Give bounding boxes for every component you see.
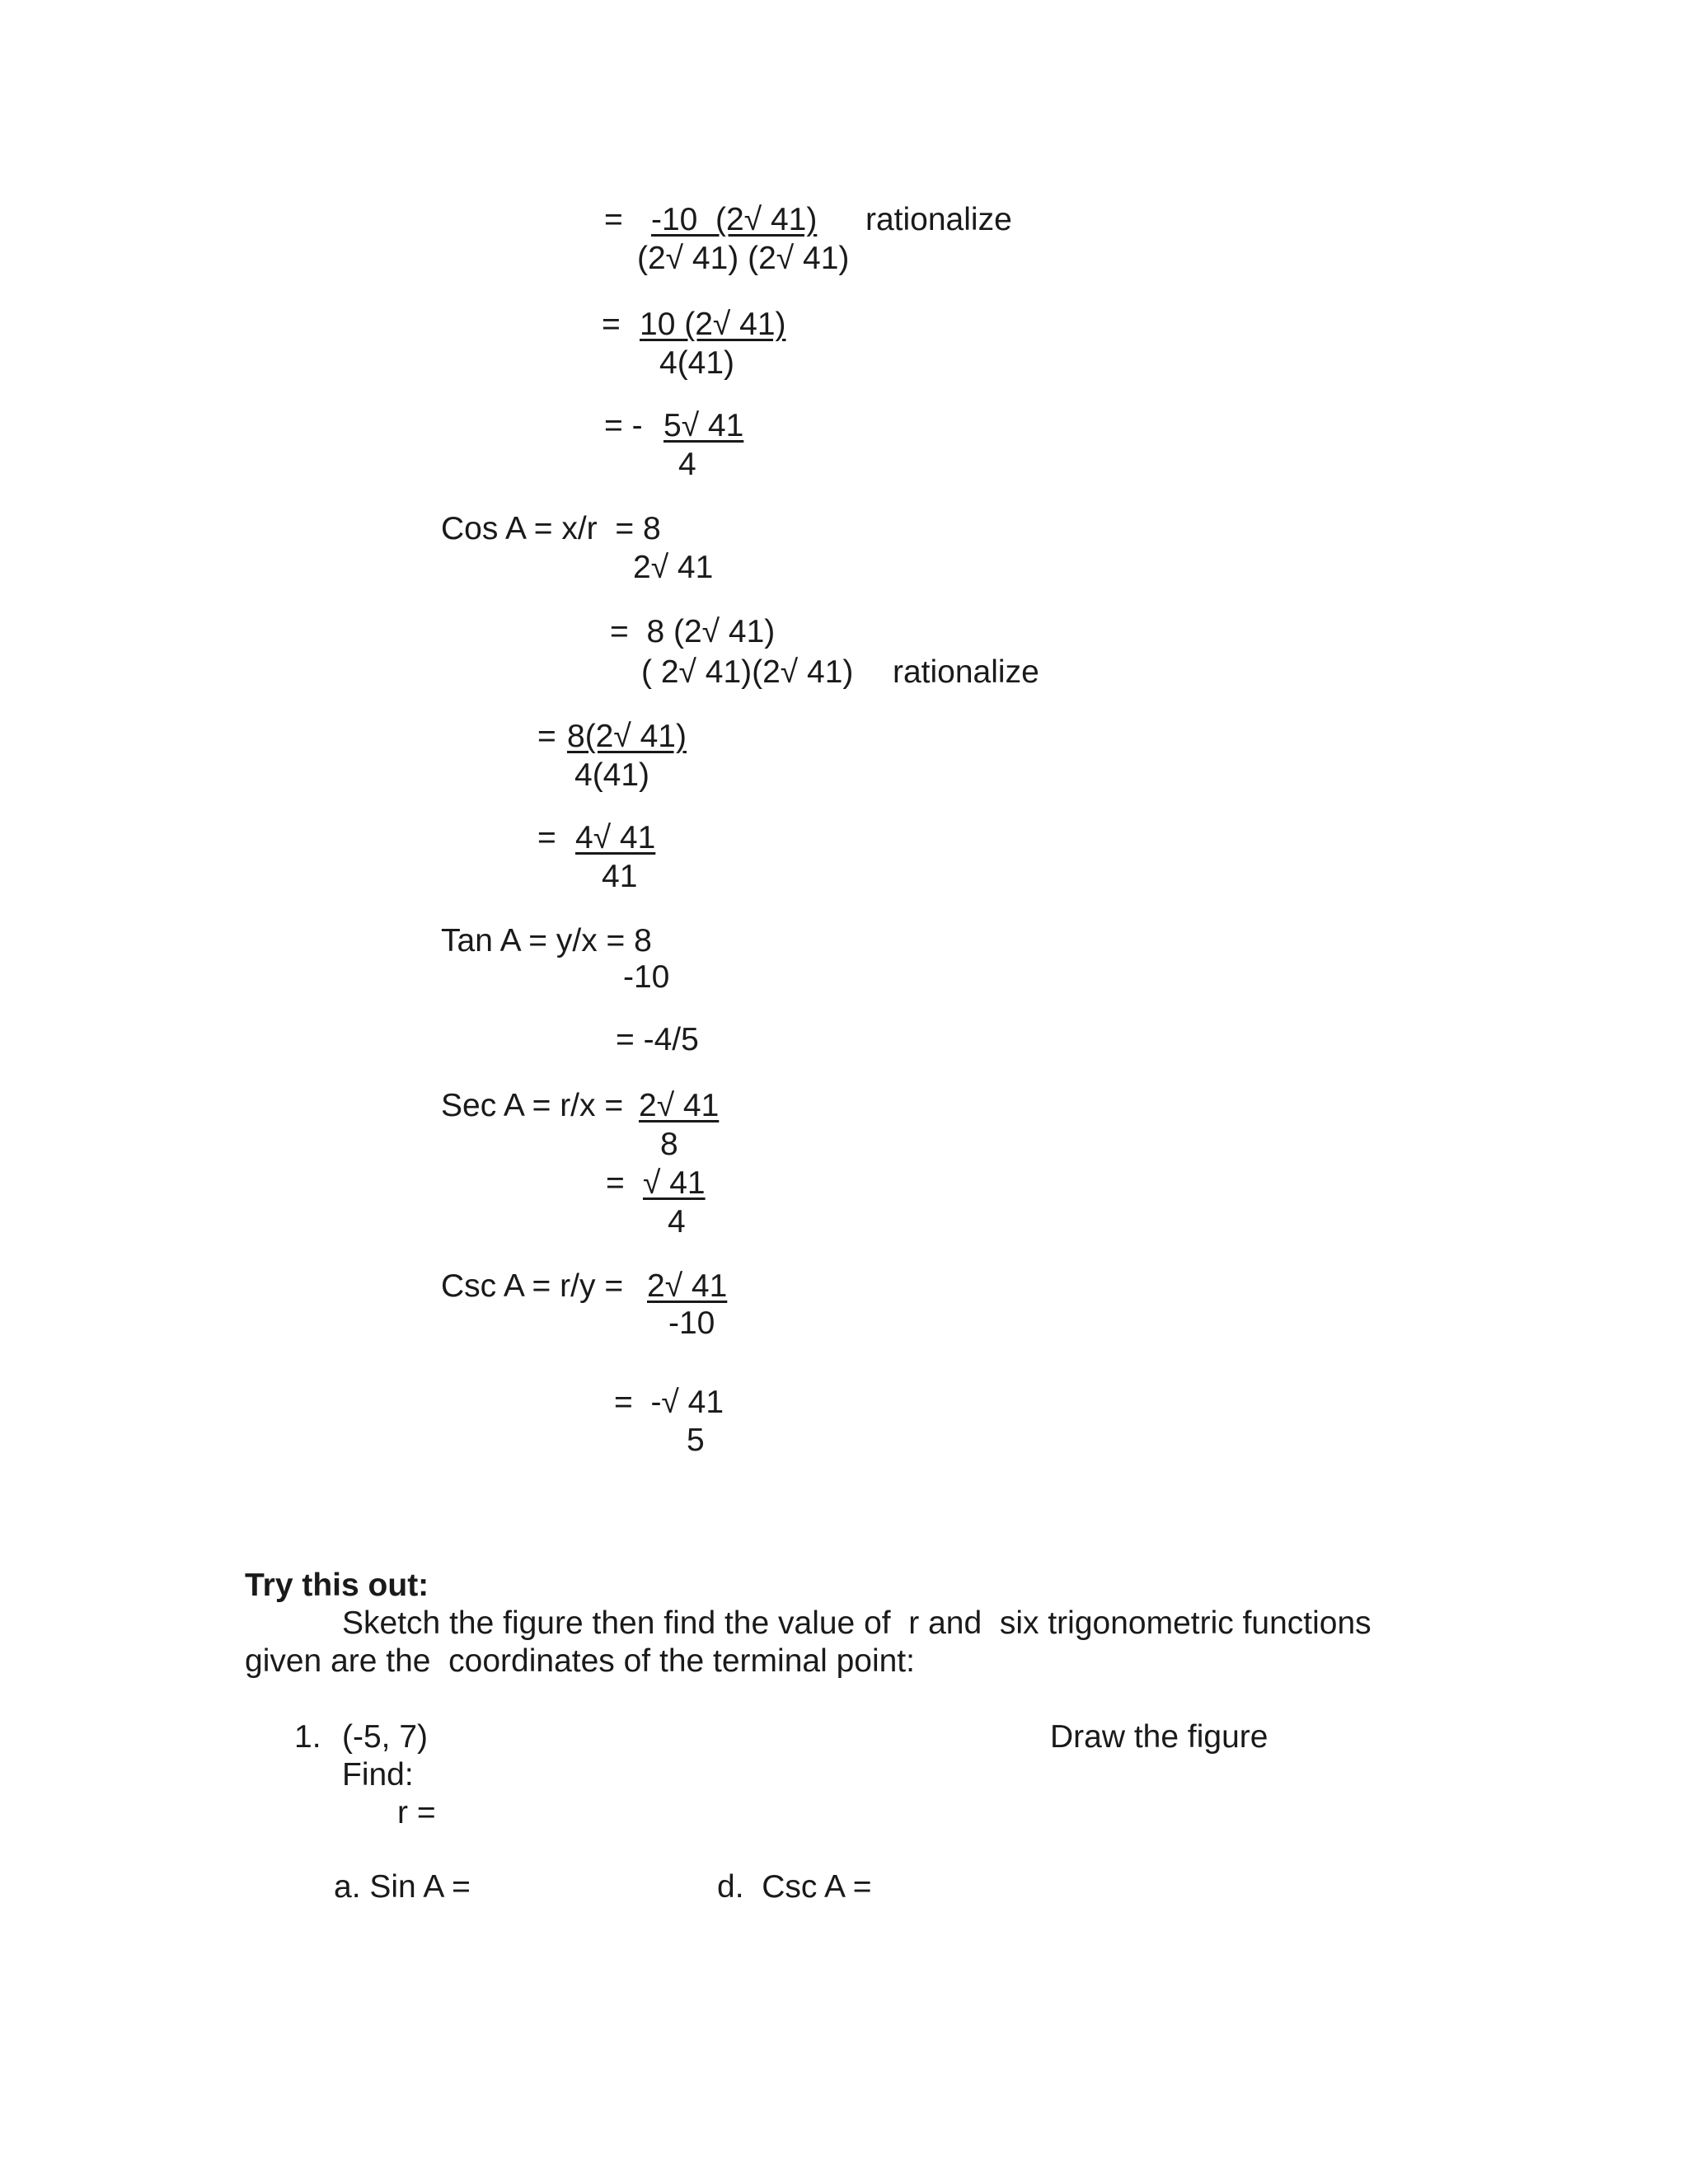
exercise-instructions-line1: Sketch the figure then find the value of r and six trigonometric functions (342, 1605, 1372, 1641)
exercise-item-number: 1. (294, 1719, 321, 1755)
cos-step2-denominator: ( 2√ 41)(2√ 41) (641, 654, 854, 690)
exercise-r-label: r = (397, 1795, 436, 1830)
tan-denominator: -10 (623, 959, 670, 995)
tan-step2: = -4/5 (616, 1022, 699, 1057)
csc-numerator: 2√ 41 (647, 1268, 728, 1304)
exercise-instructions-line2: given are the coordinates of the terminal point: (245, 1643, 915, 1679)
cos-step2-numerator: = 8 (2√ 41) (610, 614, 776, 649)
cos-step3-eq: = (537, 719, 556, 754)
exercise-sin-label: a. Sin A = (334, 1869, 471, 1905)
cos-denominator: 2√ 41 (633, 550, 714, 585)
cos-step3-numerator: 8(2√ 41) (567, 719, 687, 754)
exercise-heading: Try this out: (245, 1568, 429, 1603)
cos-label: Cos A = x/r = 8 (441, 511, 661, 546)
sin-step2-numerator: -10 (2√ 41) (651, 202, 818, 237)
cos-step3-denominator: 4(41) (574, 757, 650, 793)
cos-step4-eq: = (537, 820, 556, 855)
csc-denominator: -10 (668, 1305, 715, 1341)
csc-label: Csc A = r/y = (441, 1268, 624, 1304)
csc-step2-denominator: 5 (687, 1422, 705, 1458)
sin-step4-numerator: 5√ 41 (663, 408, 744, 443)
sin-step3-denominator: 4(41) (659, 345, 735, 381)
cos-step4-denominator: 41 (602, 859, 638, 894)
sin-step3-eq: = (602, 307, 621, 342)
sec-step2-numerator: √ 41 (643, 1165, 706, 1201)
sin-step4-denominator: 4 (678, 447, 696, 482)
exercise-point: (-5, 7) (342, 1719, 429, 1755)
sec-step2-denominator: 4 (668, 1204, 686, 1240)
sin-step2-denominator: (2√ 41) (2√ 41) (637, 241, 850, 276)
sec-step2-eq: = (606, 1165, 625, 1201)
tan-label: Tan A = y/x = 8 (441, 923, 652, 958)
sin-step2-note: rationalize (865, 202, 1012, 237)
sec-numerator: 2√ 41 (639, 1088, 720, 1123)
exercise-find-label: Find: (342, 1757, 414, 1793)
exercise-draw-label: Draw the figure (1050, 1719, 1268, 1755)
cos-step2-note: rationalize (893, 654, 1039, 690)
sec-label: Sec A = r/x = (441, 1088, 624, 1123)
sin-step4-eq: = - (604, 408, 643, 443)
exercise-csc-label: d. Csc A = (717, 1869, 872, 1905)
cos-step4-numerator: 4√ 41 (575, 820, 656, 855)
sin-step2-eq: = (604, 202, 623, 237)
sin-step3-numerator: 10 (2√ 41) (640, 307, 786, 342)
sec-denominator: 8 (660, 1127, 678, 1162)
csc-step2: = -√ 41 (614, 1385, 724, 1420)
